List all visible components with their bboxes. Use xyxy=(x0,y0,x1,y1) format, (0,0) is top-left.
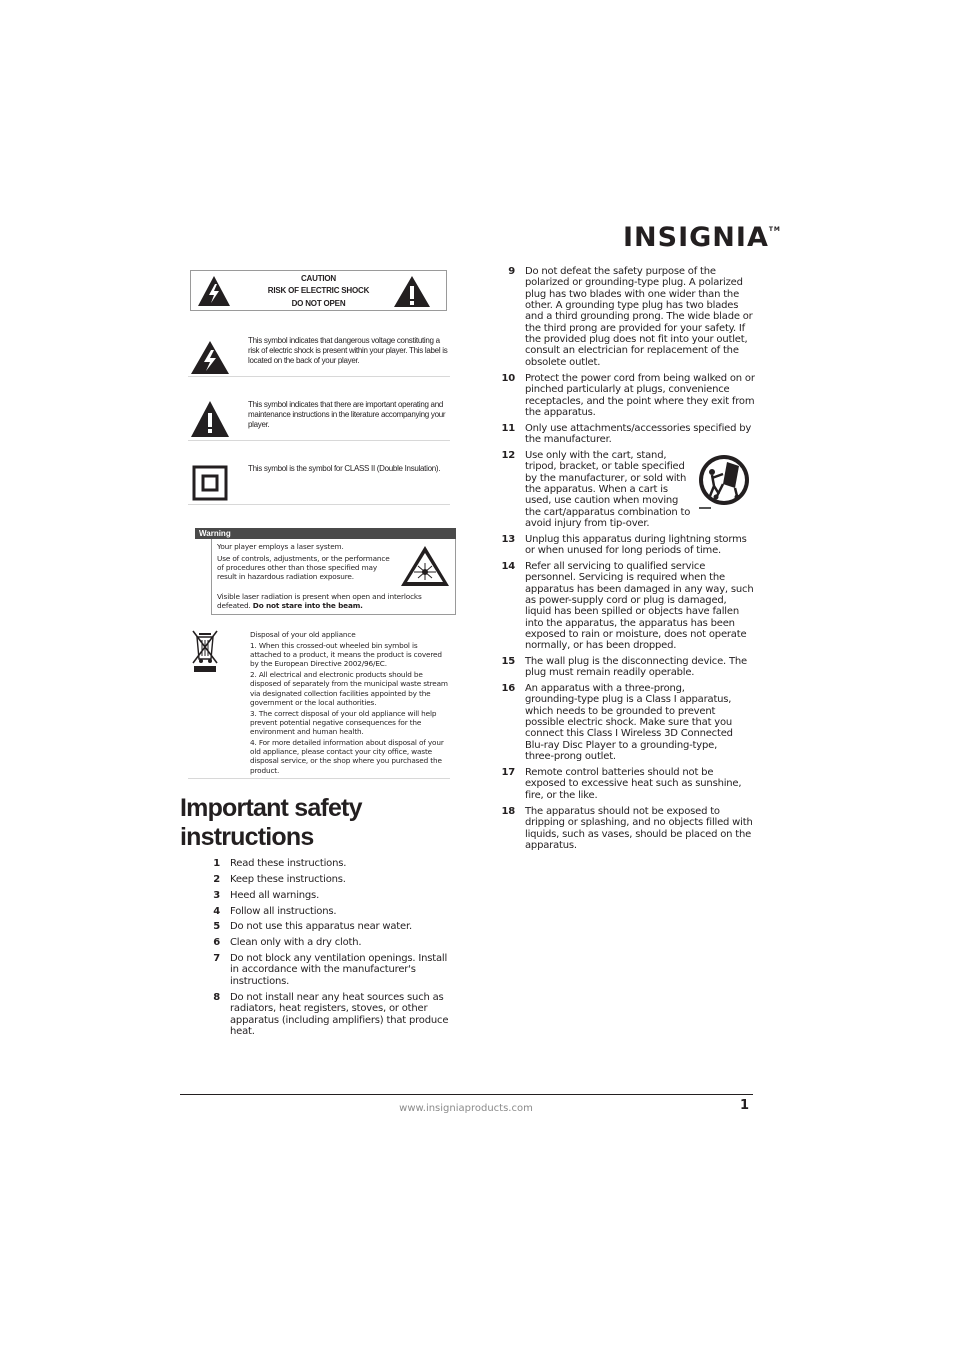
item-number: 3 xyxy=(213,890,220,901)
page-heading xyxy=(180,794,440,852)
warning-text-1: Your player employs a laser system. xyxy=(217,542,344,551)
item-text: Heed all warnings. xyxy=(230,890,320,901)
footer-url: www.insigniaproducts.com xyxy=(399,1103,533,1114)
item-number: 4 xyxy=(213,906,220,917)
symbol-description: This symbol is the symbol for CLASS II (Double Insulation). xyxy=(248,464,441,473)
disposal-item: 2. All electrical and electronic products should be disposed of separately from the municipal waste stream via designated collection facilities appointed by the government or the local authorities. xyxy=(250,669,448,707)
disposal-item: 1. When this crossed-out wheeled bin symbol is attached to a product, it means the product is covered by the European Directive 2002/96/EC. xyxy=(250,640,442,669)
disposal-title: Disposal of your old appliance xyxy=(250,630,356,639)
exclamation-triangle-icon xyxy=(190,400,230,438)
item-number: 18 xyxy=(501,806,515,817)
double-square-icon xyxy=(192,465,228,501)
item-text: An apparatus with a three-prong, grounding-type plug is a Class I apparatus, which needs to be grounded to prevent possible electric shock. Make sure that you connect this Class I Wireless 3D Connected Blu-ray Disc Player to a grounding-type, three-prong outlet. xyxy=(525,683,733,763)
symbol-row-voltage xyxy=(188,330,450,377)
laser-radiation-icon xyxy=(400,545,450,587)
item-number: 7 xyxy=(213,953,220,964)
warning-box xyxy=(211,539,456,615)
item-number: 6 xyxy=(213,937,220,948)
page-number: 1 xyxy=(740,1098,750,1113)
warning-text-3-regular: Visible laser radiation is present when open and interlocks defeated. xyxy=(217,592,422,611)
item-number: 12 xyxy=(501,450,515,461)
item-number: 17 xyxy=(501,767,515,778)
item-text: Use only with the cart, stand, tripod, bracket, or table specified by the manufacturer, or sold with the apparatus. When a cart is used, use caution when moving the cart/apparatus combination to avoid injury from tip-over. xyxy=(525,450,691,530)
item-text: Refer all servicing to qualified service personnel. Servicing is required when the apparatus has been damaged in any way, such as power-supply cord or plug is damaged, liquid has been spilled or objects have fallen into the apparatus, the apparatus has been exposed to rain or moisture, does not operate normally, or has been dropped. xyxy=(525,561,754,652)
item-text: Protect the power cord from being walked on or pinched particularly at plugs, convenience receptacles, and the point where they exit from the apparatus. xyxy=(525,373,755,419)
warning-text-3-bold: Do not stare into the beam. xyxy=(252,601,363,611)
symbol-description: This symbol indicates that there are important operating and maintenance instructions in the literature accompanying your player. xyxy=(248,400,446,429)
logo-text: INSIGNIA xyxy=(623,222,769,253)
disposal-item: 4. For more detailed information about disposal of your old appliance, please contact your city office, waste disposal service, or the shop where you purchased the product. xyxy=(250,737,444,775)
trademark: TM xyxy=(768,226,781,233)
warning-text-2: Use of controls, adjustments, or the performance of procedures other than those specified may result in hazardous radiation exposure. xyxy=(217,554,390,582)
lightning-triangle-icon xyxy=(197,275,231,307)
item-number: 1 xyxy=(213,858,220,869)
item-text: Do not use this apparatus near water. xyxy=(230,921,412,932)
item-text: Do not block any ventilation openings. Install in accordance with the manufacturer's instructions. xyxy=(230,953,448,987)
item-text: Read these instructions. xyxy=(230,858,347,869)
symbol-row-class-ii xyxy=(188,458,450,505)
disposal-section xyxy=(250,630,450,776)
cart-tipover-icon xyxy=(697,452,751,510)
item-text: Keep these instructions. xyxy=(230,874,346,885)
caution-line-3: DO NOT OPEN xyxy=(291,298,346,308)
item-text: Follow all instructions. xyxy=(230,906,337,917)
caution-text xyxy=(251,273,386,310)
item-text: Clean only with a dry cloth. xyxy=(230,937,362,948)
item-text: Unplug this apparatus during lightning storms or when unused for long periods of time. xyxy=(525,534,747,557)
item-number: 2 xyxy=(213,874,220,885)
symbol-description: This symbol indicates that dangerous voltage constituting a risk of electric shock is present within your player. This label is located on the back of your player. xyxy=(248,336,448,365)
heading-line-1: Important safety xyxy=(180,794,362,822)
caution-line-1: CAUTION xyxy=(300,274,337,283)
item-number: 10 xyxy=(501,373,515,384)
heading-line-2: instructions xyxy=(180,823,314,851)
item-number: 15 xyxy=(501,656,515,667)
divider xyxy=(188,778,450,779)
item-number: 11 xyxy=(501,423,515,434)
item-text: The apparatus should not be exposed to dripping or splashing, and no objects filled with liquids, such as vases, should be placed on the apparatus. xyxy=(525,806,753,852)
symbol-row-instructions xyxy=(188,394,450,441)
item-number: 13 xyxy=(501,534,515,545)
item-number: 8 xyxy=(213,992,220,1003)
lightning-triangle-icon xyxy=(190,340,230,375)
item-text: Do not defeat the safety purpose of the polarized or grounding-type plug. A polarized plug has two blades with one wider than the other. A grounding type plug has two blades and a third grounding prong. The wide blade or the third prong are provided for your safety. If the provided plug does not fit into your outlet, consult an electrician for replacement of the obsolete outlet. xyxy=(525,266,753,368)
warning-text-3 xyxy=(217,592,447,610)
footer-divider xyxy=(180,1094,753,1095)
crossed-bin-icon xyxy=(192,630,218,674)
item-number: 9 xyxy=(508,266,515,277)
item-number: 16 xyxy=(501,683,515,694)
item-text: Only use attachments/accessories specified by the manufacturer. xyxy=(525,423,752,446)
disposal-item: 3. The correct disposal of your old appliance will help prevent potential negative consequences for the environment and human health. xyxy=(250,708,437,737)
caution-line-2: RISK OF ELECTRIC SHOCK xyxy=(267,286,370,296)
item-text: Remote control batteries should not be exposed to excessive heat such as sunshine, fire, or the like. xyxy=(525,767,742,801)
item-text: The wall plug is the disconnecting device. The plug must remain readily operable. xyxy=(525,656,748,679)
item-number: 5 xyxy=(213,921,220,932)
brand-logo xyxy=(623,222,781,253)
exclamation-triangle-icon xyxy=(393,275,431,308)
item-number: 14 xyxy=(501,561,515,572)
item-text: Do not install near any heat sources such as radiators, heat registers, stoves, or other apparatus (including amplifiers) that produce heat. xyxy=(230,992,449,1038)
caution-label-box xyxy=(190,270,447,311)
warning-header: Warning xyxy=(195,528,456,539)
